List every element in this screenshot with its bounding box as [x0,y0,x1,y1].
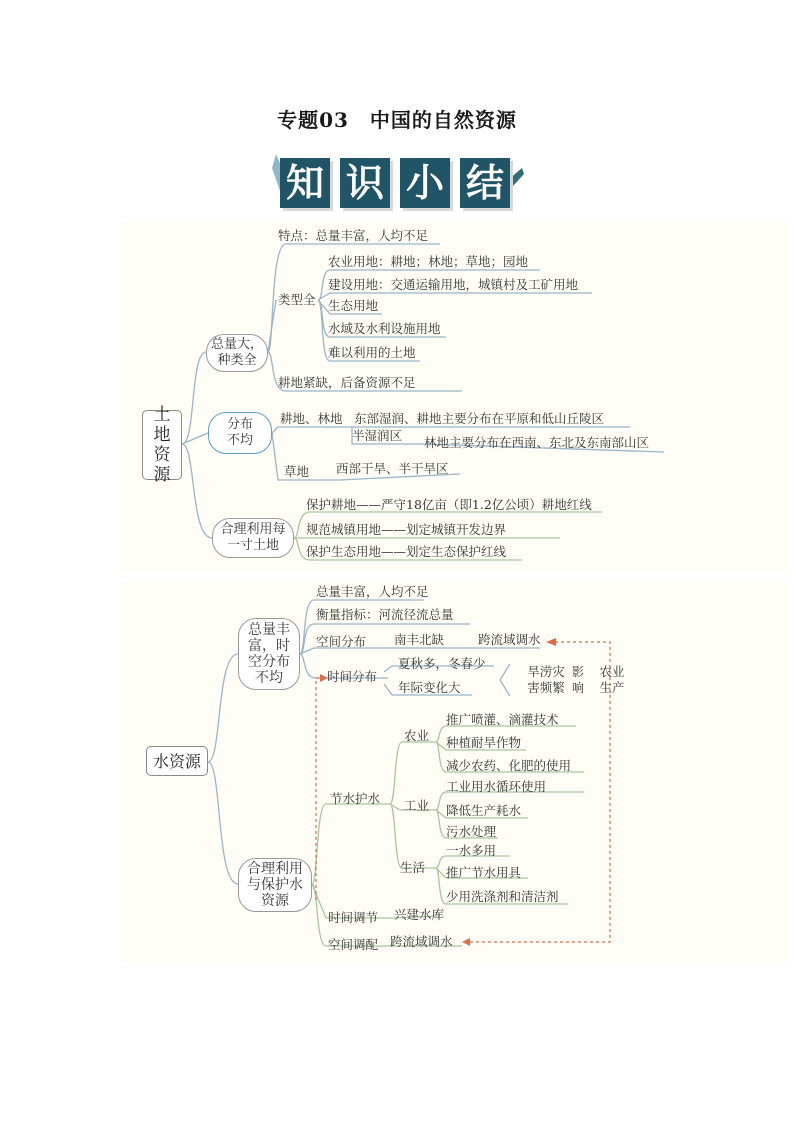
land-shortage: 耕地紧缺，后备资源不足 [278,375,416,390]
water-space-adjust: 空间调配 [328,937,379,952]
water-time-value: 夏秋多，冬春少 [398,656,486,671]
land-semi-humid: 半湿润区 [352,428,403,443]
water-time-value: 年际变化大 [398,680,461,695]
water-measure: 衡量指标：河流径流总量 [316,607,454,622]
water-total: 总量丰富，人均不足 [316,584,429,599]
land-grass: 草地 [284,464,310,479]
land-types-label: 类型全 [278,292,316,307]
water-transfer-top: 跨流域调水 [478,632,541,647]
water-reservoir: 兴建水库 [394,907,445,922]
land-farm-forest: 耕地、林地 [280,411,343,426]
water-life-item: 少用洗涤剂和清洁剂 [446,889,559,904]
land-type-item: 难以利用的土地 [328,345,416,360]
water-branch-protection: 合理利用与保护水资源 [238,858,312,912]
land-use-item: 规范城镇用地——划定城镇开发边界 [306,522,507,537]
water-time-adjust: 时间调节 [328,910,379,925]
banner-tile: 识 [340,158,390,208]
land-type-item: 生态用地 [328,298,379,313]
water-life-label: 生活 [400,860,426,875]
water-life-item: 推广节水用具 [446,865,522,880]
land-east: 东部湿润、耕地主要分布在平原和低山丘陵区 [354,411,605,426]
water-space-label: 空间分布 [316,634,367,649]
page-title: 专题03 中国的自然资源 [277,108,517,132]
water-agri-label: 农业 [404,728,430,743]
land-feature: 特点：总量丰富，人均不足 [278,228,429,243]
water-space-value: 南丰北缺 [394,632,445,647]
land-type-item: 水域及水利设施用地 [328,321,441,336]
land-branch-use: 合理利用每一寸土地 [212,518,294,558]
water-industry-label: 工业 [404,798,430,813]
water-agri-item: 减少农药、化肥的使用 [446,758,572,773]
land-root-node: 土地资源 [142,410,182,480]
land-type-item: 建设用地：交通运输用地，城镇村及工矿用地 [328,277,579,292]
land-use-item: 保护耕地——严守18亿亩（即1.2亿公顷）耕地红线 [306,497,592,512]
water-branch-distribution: 总量丰富，时空分布不均 [238,618,300,690]
water-root-node: 水资源 [146,746,208,776]
land-use-item: 保护生态用地——划定生态保护红线 [306,544,507,559]
water-affect: 影响 [572,665,585,695]
water-agri-item: 推广喷灌、滴灌技术 [446,712,559,727]
water-life-item: 一水多用 [446,843,497,858]
water-disaster: 旱涝灾害频繁 [527,664,565,695]
banner-tile: 小 [400,158,450,208]
water-industry-item: 工业用水循环使用 [446,779,547,794]
land-branch-distribution: 分布不均 [208,412,272,454]
land-forest-distribution: 林地主要分布在西南、东北及东南部山区 [424,435,650,450]
water-agri-item: 种植耐旱作物 [446,735,522,750]
water-industry-item: 污水处理 [446,824,497,839]
water-saving-label: 节水护水 [330,791,381,806]
land-west: 西部干旱、半干旱区 [336,461,449,476]
banner-tile: 结 [460,158,510,208]
banner-tile: 知 [280,158,330,208]
water-agri-production: 农业生产 [599,664,625,695]
land-branch-total: 总量大，种类全 [206,334,268,372]
land-type-item: 农业用地：耕地；林地；草地；园地 [328,254,529,269]
water-transfer-bottom: 跨流域调水 [390,934,453,949]
water-industry-item: 降低生产耗水 [446,803,522,818]
water-time-label: 时间分布 [327,669,378,684]
